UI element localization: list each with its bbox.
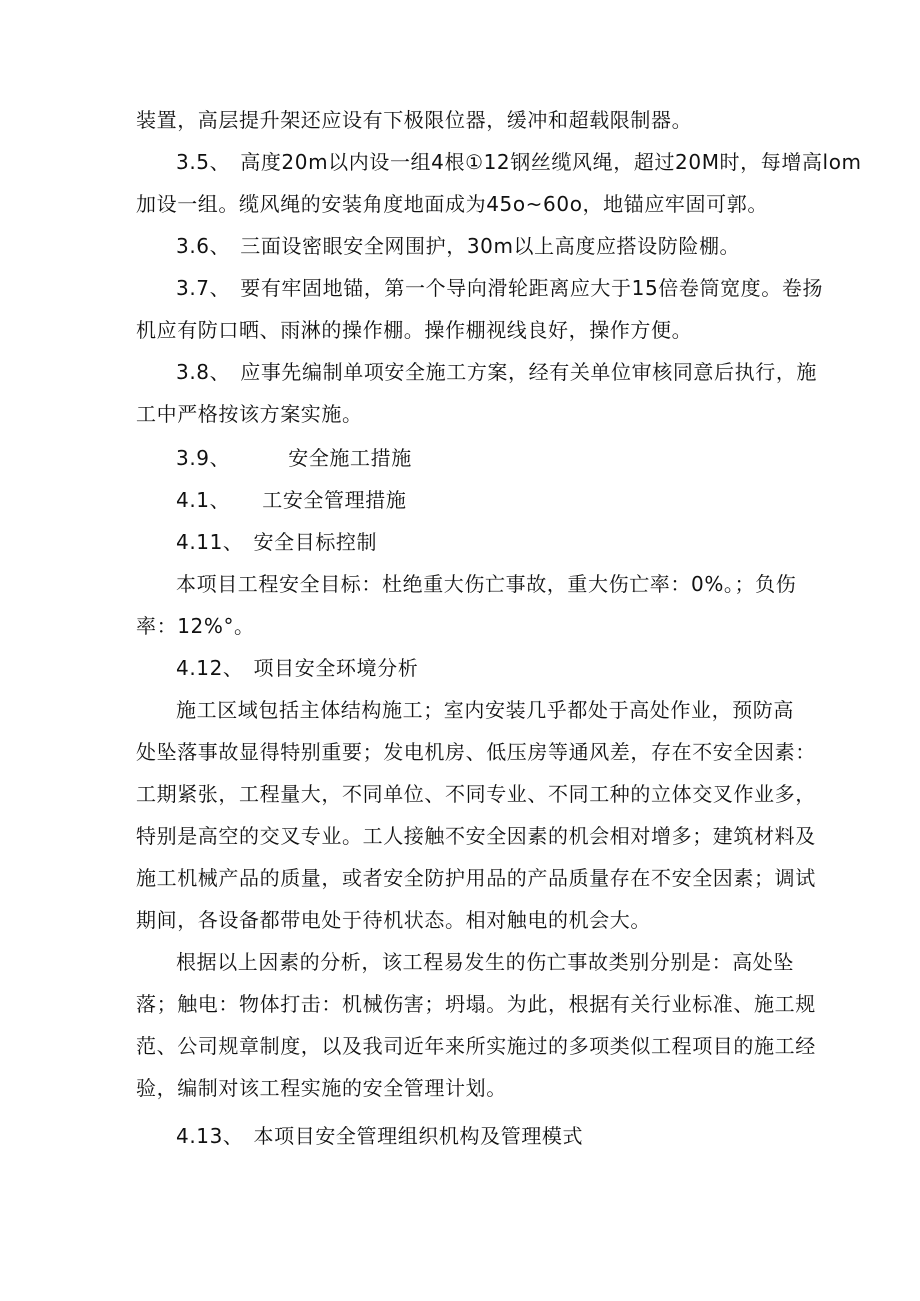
section-item-3-9 — [176, 446, 412, 470]
section-number-3-8: 3.8、 — [176, 360, 231, 384]
section-number-3-9: 3.9、 — [176, 446, 231, 470]
section-text-3-5: 高度20m以内设一组4根①12钢丝缆风绳，超过20M时，每增高lom — [240, 150, 862, 174]
section-number-3-7: 3.7、 — [176, 276, 231, 300]
section-text-4-12: 项目安全环境分析 — [253, 656, 419, 680]
section-text-4-1: 工安全管理措施 — [262, 488, 407, 512]
paragraph-line-16: 处坠落事故显得特别重要；发电机房、低压房等通风差，存在不安全因素： — [136, 740, 816, 764]
section-text-3-9: 安全施工措施 — [288, 446, 412, 470]
section-item-3-7 — [176, 276, 823, 300]
section-text-4-11: 安全目标控制 — [253, 530, 378, 554]
paragraph-line-1: 装置，高层提升架还应设有下极限位器，缓冲和超载限制器。 — [136, 108, 693, 132]
paragraph-line-20: 期间，各设备都带电处于待机状态。相对触电的机会大。 — [136, 908, 651, 932]
section-item-3-6 — [176, 234, 740, 258]
section-number-4-11: 4.11、 — [176, 530, 244, 554]
section-text-3-7: 要有牢固地锚，第一个导向滑轮距离应大于15倍卷筒宽度。卷扬 — [240, 276, 824, 300]
paragraph-line-21: 根据以上因素的分析，该工程易发生的伤亡事故类别分别是：高处坠 — [176, 950, 794, 974]
section-item-4-1 — [176, 488, 406, 512]
section-text-4-13: 本项目安全管理组织机构及管理模式 — [253, 1124, 584, 1148]
section-item-4-12 — [176, 656, 418, 680]
section-text-3-8: 应事先编制单项安全施工方案，经有关单位审核同意后执行，施 — [240, 360, 818, 384]
paragraph-line-24: 验，编制对该工程实施的安全管理计划。 — [136, 1076, 507, 1100]
paragraph-line-13: 率：12%°。 — [136, 614, 255, 638]
section-number-4-13: 4.13、 — [176, 1124, 244, 1148]
paragraph-line-15: 施工区域包括主体结构施工；室内安装几乎都处于高处作业，预防高 — [176, 698, 794, 722]
paragraph-line-23: 范、公司规章制度，以及我司近年来所实施过的多项类似工程项目的施工经 — [136, 1034, 816, 1058]
paragraph-line-18: 特别是高空的交叉专业。工人接触不安全因素的机会相对增多；建筑材料及 — [136, 824, 816, 848]
paragraph-line-3: 加设一组。缆风绳的安装角度地面成为45o~60o，地锚应牢固可郭。 — [136, 192, 768, 216]
paragraph-line-12: 本项目工程安全目标：杜绝重大伤亡事故，重大伤亡率：0%。；负伤 — [176, 572, 797, 596]
paragraph-line-22: 落；触电：物体打击：机械伤害；坍塌。为此，根据有关行业标准、施工规 — [136, 992, 816, 1016]
section-text-3-6: 三面设密眼安全网围护，30m以上高度应搭设防险棚。 — [240, 234, 741, 258]
section-number-4-1: 4.1、 — [176, 488, 231, 512]
paragraph-line-8: 工中严格按该方案实施。 — [136, 402, 363, 426]
section-item-4-11 — [176, 530, 377, 554]
section-number-3-5: 3.5、 — [176, 150, 231, 174]
section-number-3-6: 3.6、 — [176, 234, 231, 258]
paragraph-line-6: 机应有防口晒、雨淋的操作棚。操作棚视线良好，操作方便。 — [136, 318, 693, 342]
paragraph-line-19: 施工机械产品的质量，或者安全防护用品的产品质量存在不安全因素；调试 — [136, 866, 816, 890]
section-item-3-8 — [176, 360, 817, 384]
section-number-4-12: 4.12、 — [176, 656, 244, 680]
paragraph-line-17: 工期紧张，工程量大，不同单位、不同专业、不同工种的立体交叉作业多， — [136, 782, 816, 806]
section-item-3-5 — [176, 150, 862, 174]
section-item-4-13 — [176, 1124, 583, 1148]
